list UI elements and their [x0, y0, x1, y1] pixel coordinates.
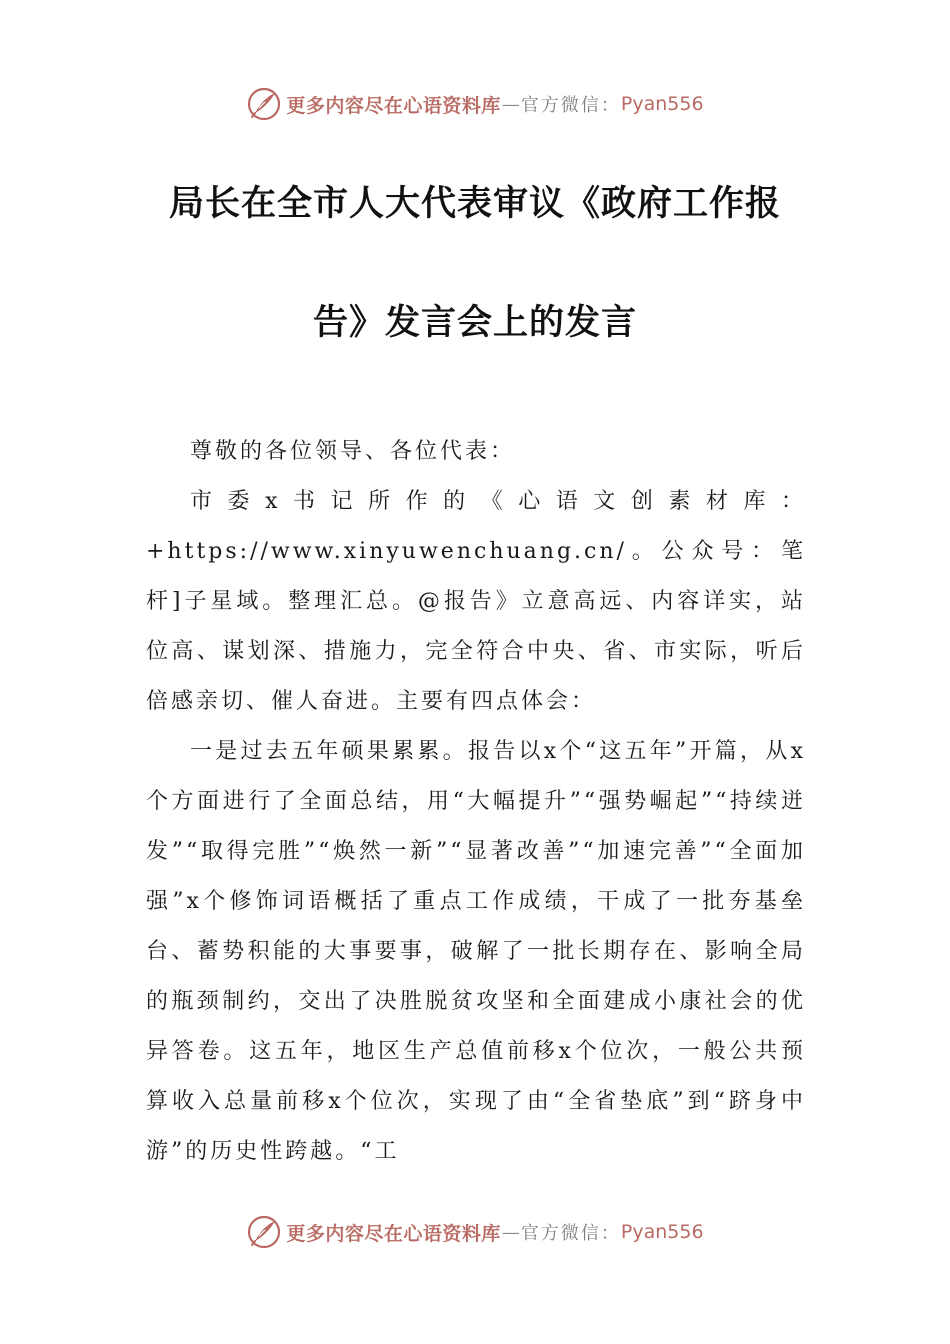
footer-watermark-banner	[0, 1212, 950, 1252]
banner-wechat-label: 官方微信：	[520, 1223, 621, 1244]
document-title-line-2: 告》发言会上的发言	[312, 302, 637, 343]
quill-logo-icon	[246, 1214, 282, 1250]
banner-wechat-id: Pyan556	[620, 1221, 704, 1243]
banner-wechat-label: 官方微信：	[520, 95, 621, 116]
quill-logo-icon	[246, 86, 282, 122]
document-body	[146, 427, 806, 1177]
banner-wechat-id: Pyan556	[620, 93, 704, 115]
document-title-line-1: 局长在全市人大代表审议《政府工作报	[168, 183, 781, 224]
banner-dash: —	[501, 93, 520, 115]
body-paragraph-2: 一是过去五年硕果累累。报告以x个“这五年”开篇，从x个方面进行了全面总结，用“大幅提升”“强势崛起”“持续迸发”“取得完胜”“焕然一新”“显著改善”“加速完善”“全面加强”x个修饰词语概括了重点工作成绩，干成了一批夯基垒台、蓄势积能的大事要事，破解了一批长期存在、影响全局的瓶颈制约，交出了决胜脱贫攻坚和全面建成小康社会的优异答卷。这五年，地区生产总值前移x个位次，一般公共预算收入总量前移x个位次，实现了由“全省垫底”到“跻身中游”的历史性跨越。“工	[146, 739, 806, 1164]
header-watermark-banner	[0, 84, 950, 124]
body-paragraph-1: 市委x书记所作的《心语文创素材库：+https://www.xinyuwenchuang.cn/。公众号：笔杆]子星域。整理汇总。@报告》立意高远、内容详实，站位高、谋划深、措施力，完全符合中央、省、市实际，听后倍感亲切、催人奋进。主要有四点体会：	[146, 489, 806, 714]
greeting: 尊敬的各位领导、各位代表：	[190, 439, 516, 464]
banner-dash: —	[501, 1221, 520, 1243]
banner-main-text: 更多内容尽在心语资料库	[286, 94, 501, 117]
banner-main-text: 更多内容尽在心语资料库	[286, 1222, 501, 1245]
